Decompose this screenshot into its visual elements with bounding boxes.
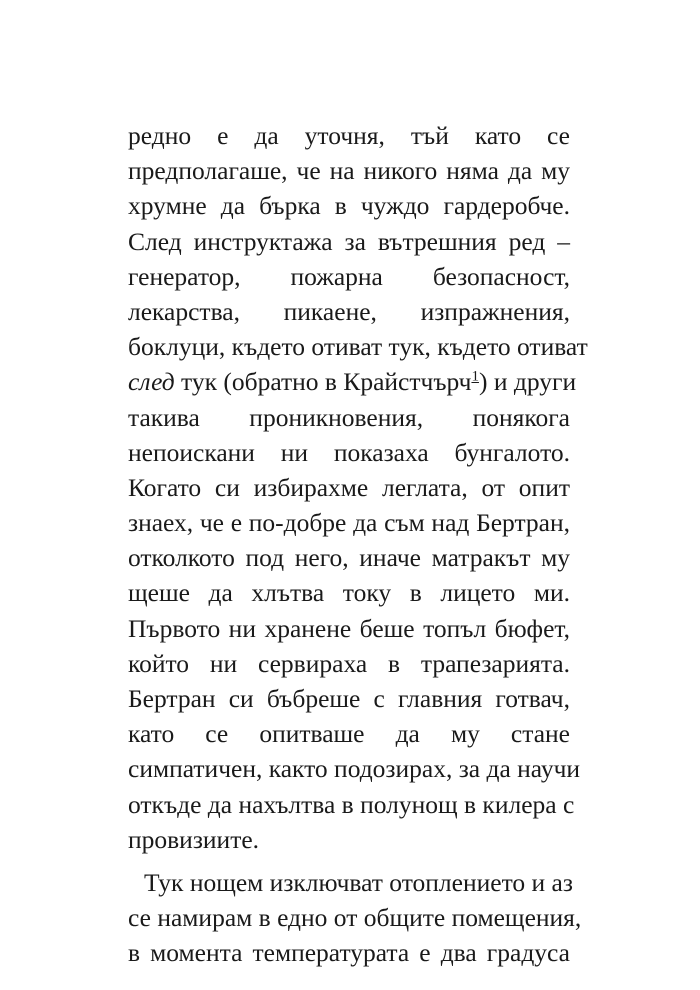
- text-line-last: провизиите.: [128, 824, 260, 854]
- text-line: симпатичен, както подозирах, за да научи: [128, 754, 581, 784]
- footnote-reference-link[interactable]: 1: [471, 368, 479, 385]
- text-line: Бертран си бъбреше с главния готвач,: [128, 684, 570, 713]
- text-line: Когато си избирахме леглата, от опит: [128, 472, 570, 502]
- text-line: лекарства, пикаене, изпражнения,: [128, 296, 570, 326]
- text-line: откъде да нахълтва в полунощ в килера с: [128, 789, 575, 819]
- text-line: щеше да хлътва току в лицето ми.: [128, 578, 570, 608]
- text-line: такива проникновения, понякога: [128, 402, 570, 432]
- text-line: непоискани ни показаха бунгалото.: [128, 437, 570, 467]
- text-line: генератор, пожарна безопасност,: [128, 261, 570, 291]
- text-segment: ) и други: [478, 367, 577, 397]
- text-line: знаех, че е по-добре да съм над Бертран,: [128, 508, 570, 538]
- text-line: Първото ни хранене беше топъл бюфет,: [128, 613, 570, 643]
- text-line: предполагаше, че на никого няма да му: [128, 156, 570, 186]
- text-segment: тук (обратно в Крайстчърч: [174, 367, 472, 397]
- text-line: в момента температурата е два градуса: [128, 938, 570, 968]
- text-line: който ни сервираха в трапезарията.: [128, 648, 570, 678]
- paragraph-gap: [128, 857, 570, 865]
- italic-word: след: [128, 367, 175, 397]
- text-line: хрумне да бърка в чуждо гардеробче.: [128, 191, 570, 221]
- text-line: След инструктажа за вътрешния ред –: [128, 226, 570, 256]
- text-line-with-footnote: [128, 364, 577, 399]
- text-line: отколкото под него, иначе матракът му: [128, 543, 570, 573]
- text-line: като се опитваше да му стане: [128, 719, 570, 749]
- text-line-indented: Тук нощем изключват отоплението и аз: [144, 867, 573, 897]
- text-line: редно е да уточня, тъй като се: [128, 121, 570, 150]
- text-line: се намирам в едно от общите помещения,: [128, 903, 582, 933]
- text-line: боклуци, където отиват тук, където отиват: [128, 332, 588, 362]
- body-text: [128, 118, 588, 971]
